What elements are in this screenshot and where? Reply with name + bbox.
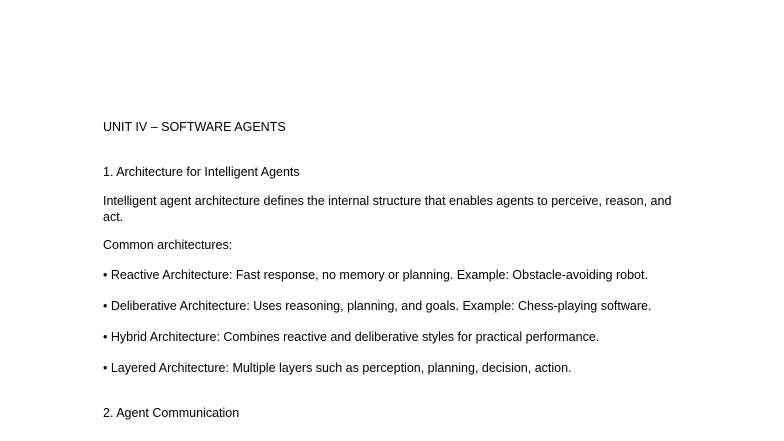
list-item: • Deliberative Architecture: Uses reasoning, planning, and goals. Example: Chess-playing software. (103, 299, 652, 313)
section-heading: 2. Agent Communication (103, 406, 240, 420)
list-label: Common architectures: (103, 238, 233, 252)
section-heading: 1. Architecture for Intelligent Agents (103, 165, 300, 179)
list-item: • Layered Architecture: Multiple layers such as perception, planning, decision, action. (103, 361, 572, 375)
architecture-list (103, 267, 703, 376)
section-architecture (103, 164, 703, 376)
list-item: • Reactive Architecture: Fast response, no memory or planning. Example: Obstacle-avoiding robot. (103, 268, 648, 282)
list-item: • Hybrid Architecture: Combines reactive and deliberative styles for practical performance. (103, 330, 600, 344)
unit-title: UNIT IV – SOFTWARE AGENTS (103, 120, 286, 134)
section-agent-communication (103, 405, 703, 421)
intro-paragraph: Intelligent agent architecture defines the internal structure that enables agents to perceive, reason, and act. (103, 194, 672, 224)
document-content (103, 119, 703, 434)
